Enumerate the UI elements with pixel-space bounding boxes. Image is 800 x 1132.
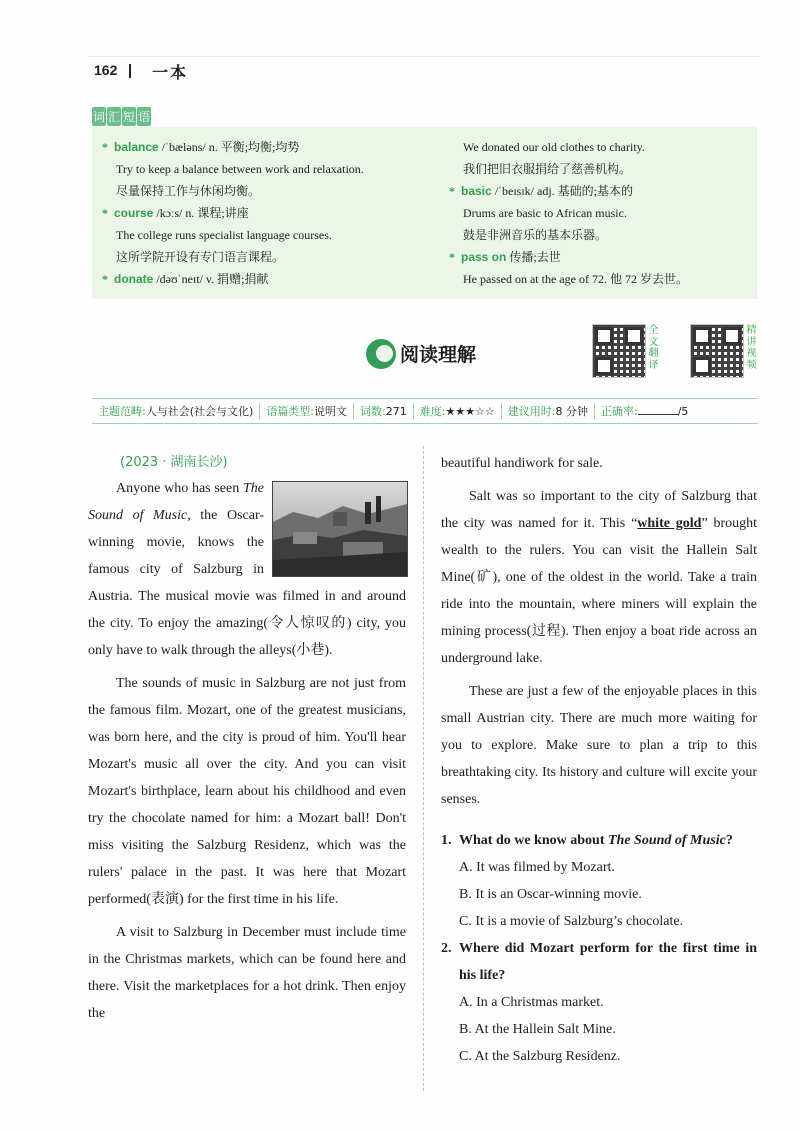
question-1 <box>441 827 757 935</box>
qr-label-char: 全 <box>648 325 659 336</box>
bullet-icon: * <box>102 206 108 220</box>
header-rule <box>88 56 760 57</box>
vocab-example: We donated our old clothes to charity. <box>463 140 645 154</box>
vocab-left-column <box>102 136 422 290</box>
vocab-word: donate <box>114 272 154 286</box>
question-1-stem: 1. What do we know about The Sound of Music? <box>441 833 733 848</box>
key-phrase: white gold <box>637 516 702 531</box>
qr-code-video[interactable] <box>690 324 744 378</box>
source-label: (2023 · 湖南长沙) <box>120 455 228 470</box>
option-1c[interactable]: C. It is a movie of Salzburg’s chocolate. <box>459 914 684 929</box>
article-left-column <box>88 475 406 1027</box>
vocab-entry <box>449 180 749 202</box>
paragraph-3-continued: beautiful handiwork for sale. <box>441 456 603 471</box>
photo-placeholder <box>264 475 406 571</box>
info-difficulty: 难度:★★★☆☆ <box>414 403 502 419</box>
vocab-translation: 鼓是非洲音乐的基本乐器。 <box>463 228 608 242</box>
bullet-icon: * <box>449 184 455 198</box>
qr-finder-icon <box>595 357 613 375</box>
qr-label-char: 文 <box>648 336 659 348</box>
vocab-definition: /kɔːs/ n. 课程;讲座 <box>153 206 249 220</box>
info-time: 建议用时:8 分钟 <box>502 403 595 419</box>
info-genre: 语篇类型:说明文 <box>260 403 354 419</box>
vocab-translation: 这所学院开设有专门语言课程。 <box>116 250 285 264</box>
info-bar <box>92 398 758 424</box>
qr-finder-icon <box>693 357 711 375</box>
vocab-entry <box>102 268 422 290</box>
vocab-translation: 尽量保持工作与休闲均衡。 <box>116 184 261 198</box>
qr-label-char: 讲 <box>746 336 757 348</box>
option-1a[interactable]: A. It was filmed by Mozart. <box>459 860 615 875</box>
column-divider <box>423 446 424 1091</box>
vocab-tag-char: 短 <box>122 107 136 126</box>
section-title: 阅读理解 <box>400 344 477 366</box>
qr-finder-icon <box>595 327 613 345</box>
vocab-word: course <box>114 206 154 220</box>
option-2a[interactable]: A. In a Christmas market. <box>459 995 604 1010</box>
header-separator <box>129 64 131 78</box>
qr-label-char: 译 <box>648 359 659 371</box>
article-right-column <box>441 450 757 1070</box>
option-2b[interactable]: B. At the Hallein Salt Mine. <box>459 1022 616 1037</box>
paragraph-3: A visit to Salzburg in December must include time in the Christmas markets, which can be found here and there. Visit the marketplaces for a hot drink. Then enjoy the <box>88 925 406 1021</box>
vocab-example: He passed on at the age of 72. 他 72 岁去世。 <box>463 272 688 286</box>
vocab-example: The college runs specialist language courses. <box>116 228 332 242</box>
question-2-stem: 2. Where did Mozart perform for the first time in his life? <box>441 941 757 983</box>
vocab-example: Try to keep a balance between work and relaxation. <box>116 162 364 176</box>
vocab-entry <box>102 136 422 158</box>
vocab-translation: 我们把旧衣服捐给了慈善机构。 <box>463 162 632 176</box>
salzburg-photo <box>272 481 408 577</box>
vocab-definition: /ˈbæləns/ n. 平衡;均衡;均势 <box>158 140 300 154</box>
vocab-entry <box>449 246 749 268</box>
option-1b[interactable]: B. It is an Oscar-winning movie. <box>459 887 642 902</box>
qr-code-translation[interactable] <box>592 324 646 378</box>
qr-label-char: 视 <box>746 348 757 359</box>
reading-section-icon-inner <box>376 345 393 362</box>
vocab-section-tag <box>92 107 152 126</box>
qr-finder-icon <box>693 327 711 345</box>
qr-label-char: 翻 <box>648 348 659 359</box>
qr-label-translation <box>648 325 659 371</box>
vocab-definition: /ˈbeɪsɪk/ adj. 基础的;基本的 <box>491 184 634 198</box>
movie-title: The Sound of Music <box>88 481 264 523</box>
info-word-count: 词数:271 <box>354 403 414 419</box>
vocab-box <box>92 127 757 299</box>
bullet-icon: * <box>449 250 455 264</box>
vocab-tag-char: 语 <box>137 107 151 126</box>
qr-label-char: 精 <box>746 325 757 336</box>
qr-label-video <box>746 325 757 371</box>
qr-finder-icon <box>723 327 741 345</box>
vocab-word: basic <box>461 184 492 198</box>
info-theme: 主题范畴:人与社会(社会与文化) <box>92 403 260 419</box>
vocab-entry <box>102 202 422 224</box>
vocab-tag-char: 汇 <box>107 107 121 126</box>
qr-label-char: 频 <box>746 359 757 371</box>
bullet-icon: * <box>102 140 108 154</box>
paragraph-1: Anyone who has seen The Sound of Music, the Oscar-winning movie, knows the famous city of Salzburg in Austria. The musical movie was filmed in and around the city. To enjoy the amazing(令人惊叹的) city, you only have to walk through the alleys(小巷). <box>88 481 406 658</box>
vocab-word: pass on <box>461 250 507 264</box>
paragraph-4: Salt was so important to the city of Salzburg that the city was named for it. This “white gold” brought wealth to the rulers. You can visit the Hallein Salt Mine(矿), one of the oldest in the world. Take a train ride into the mountain, where miners will explain the mining process(过程). Then enjoy a boat ride across an underground lake. <box>441 489 758 666</box>
vocab-word: balance <box>114 140 159 154</box>
paragraph-2: The sounds of music in Salzburg are not just from the famous film. Mozart, one of the greatest musicians, was born here, and the city is proud of him. You'll hear Mozart's music all over the city. And you can visit Mozart's birthplace, learn about his childhood and even try the chocolate named for him: a Mozart ball! Don't miss visiting the Salzburg Residenz, which was the rulers' palace in the past. It was here that Mozart performed(表演) for the first time in his life. <box>88 676 406 907</box>
vocab-tag-char: 词 <box>92 107 106 126</box>
brand-logo: 一本 <box>152 63 189 82</box>
page-number: 162 <box>94 62 118 78</box>
bullet-icon: * <box>102 272 108 286</box>
question-2 <box>441 935 757 1070</box>
vocab-right-column <box>449 136 749 290</box>
paragraph-5: These are just a few of the enjoyable places in this small Austrian city. There are much more waiting for you to explore. Make sure to plan a trip to this breathtaking city. Its history and culture will excite your senses. <box>441 684 757 807</box>
qr-finder-icon <box>625 327 643 345</box>
vocab-definition: 传播;去世 <box>506 250 561 264</box>
option-2c[interactable]: C. At the Salzburg Residenz. <box>459 1049 621 1064</box>
accuracy-blank[interactable] <box>638 404 678 415</box>
vocab-example: Drums are basic to African music. <box>463 206 627 220</box>
vocab-definition: /dəʊˈneɪt/ v. 捐赠;捐献 <box>153 272 269 286</box>
info-accuracy: 正确率: /5 <box>601 405 689 418</box>
